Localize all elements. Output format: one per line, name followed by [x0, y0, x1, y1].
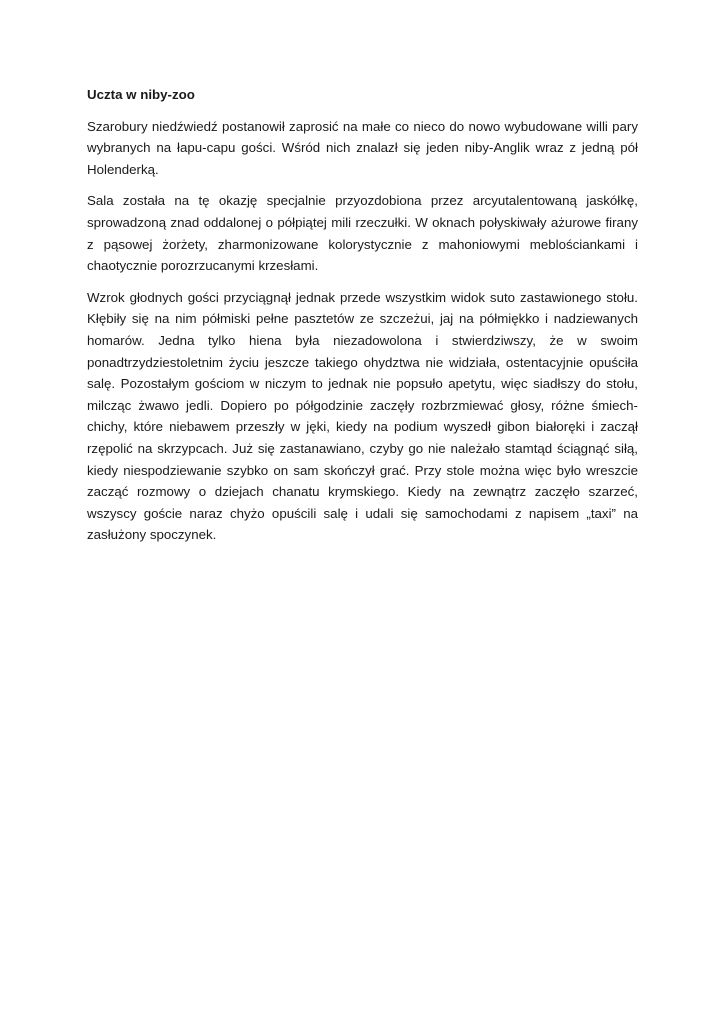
paragraph-1: Szarobury niedźwiedź postanowił zaprosić na małe co nieco do nowo wybudowane willi pary wybranych na łapu-capu gości. Wśród nich znalazł się jeden niby-Anglik wraz z jedną pół Holenderką. [87, 118, 638, 177]
paragraph-2: Sala została na tę okazję specjalnie przyozdobiona przez arcyutalentowaną jaskółkę, sprowadzoną znad oddalonej o półpiątej mili rzeczułki. W oknach połyskiwały ażurowe firany z pąsowej żorżety, zharmonizowane kolorystycznie z mahoniowymi meblościankami i chaotycznie porozrzucanymi krzesłami. [87, 193, 638, 274]
document-body [87, 84, 638, 556]
document-title: Uczta w niby-zoo [87, 87, 195, 102]
paragraph-3: Wzrok głodnych gości przyciągnął jednak przede wszystkim widok suto zastawionego stołu. Kłębiły się na nim półmiski pełne pasztetów ze szczeżui, jaj na półmiękko i nadziewanych homarów. Jedna tylko hiena była niezadowolona i stwierdziwszy, że w swoim ponadtrzydziestoletnim życiu jeszcze takiego ohydztwa nie widziała, ostentacyjnie opuściła salę. Pozostałym gościom w niczym to jednak nie popsuło apetytu, więc siadłszy do stołu, milcząc żwawo jedli. Dopiero po półgodzinie zaczęły rozbrzmiewać głosy, różne śmiech-chichy, które niebawem przeszły w jęki, kiedy na podium wyszedł gibon białoręki i zaczął rzępolić na skrzypcach. Już się zastanawiano, czyby go nie należało stamtąd ściągnąć siłą, kiedy niespodziewanie szybko on sam skończył grać. Przy stole można więc było wreszcie zacząć rozmowy o dziejach chanatu krymskiego. Kiedy na zewnątrz zaczęło szarzeć, wszyscy goście naraz chyżo opuścili salę i udali się samochodami z napisem „taxi” na zasłużony spoczynek. [87, 289, 638, 543]
